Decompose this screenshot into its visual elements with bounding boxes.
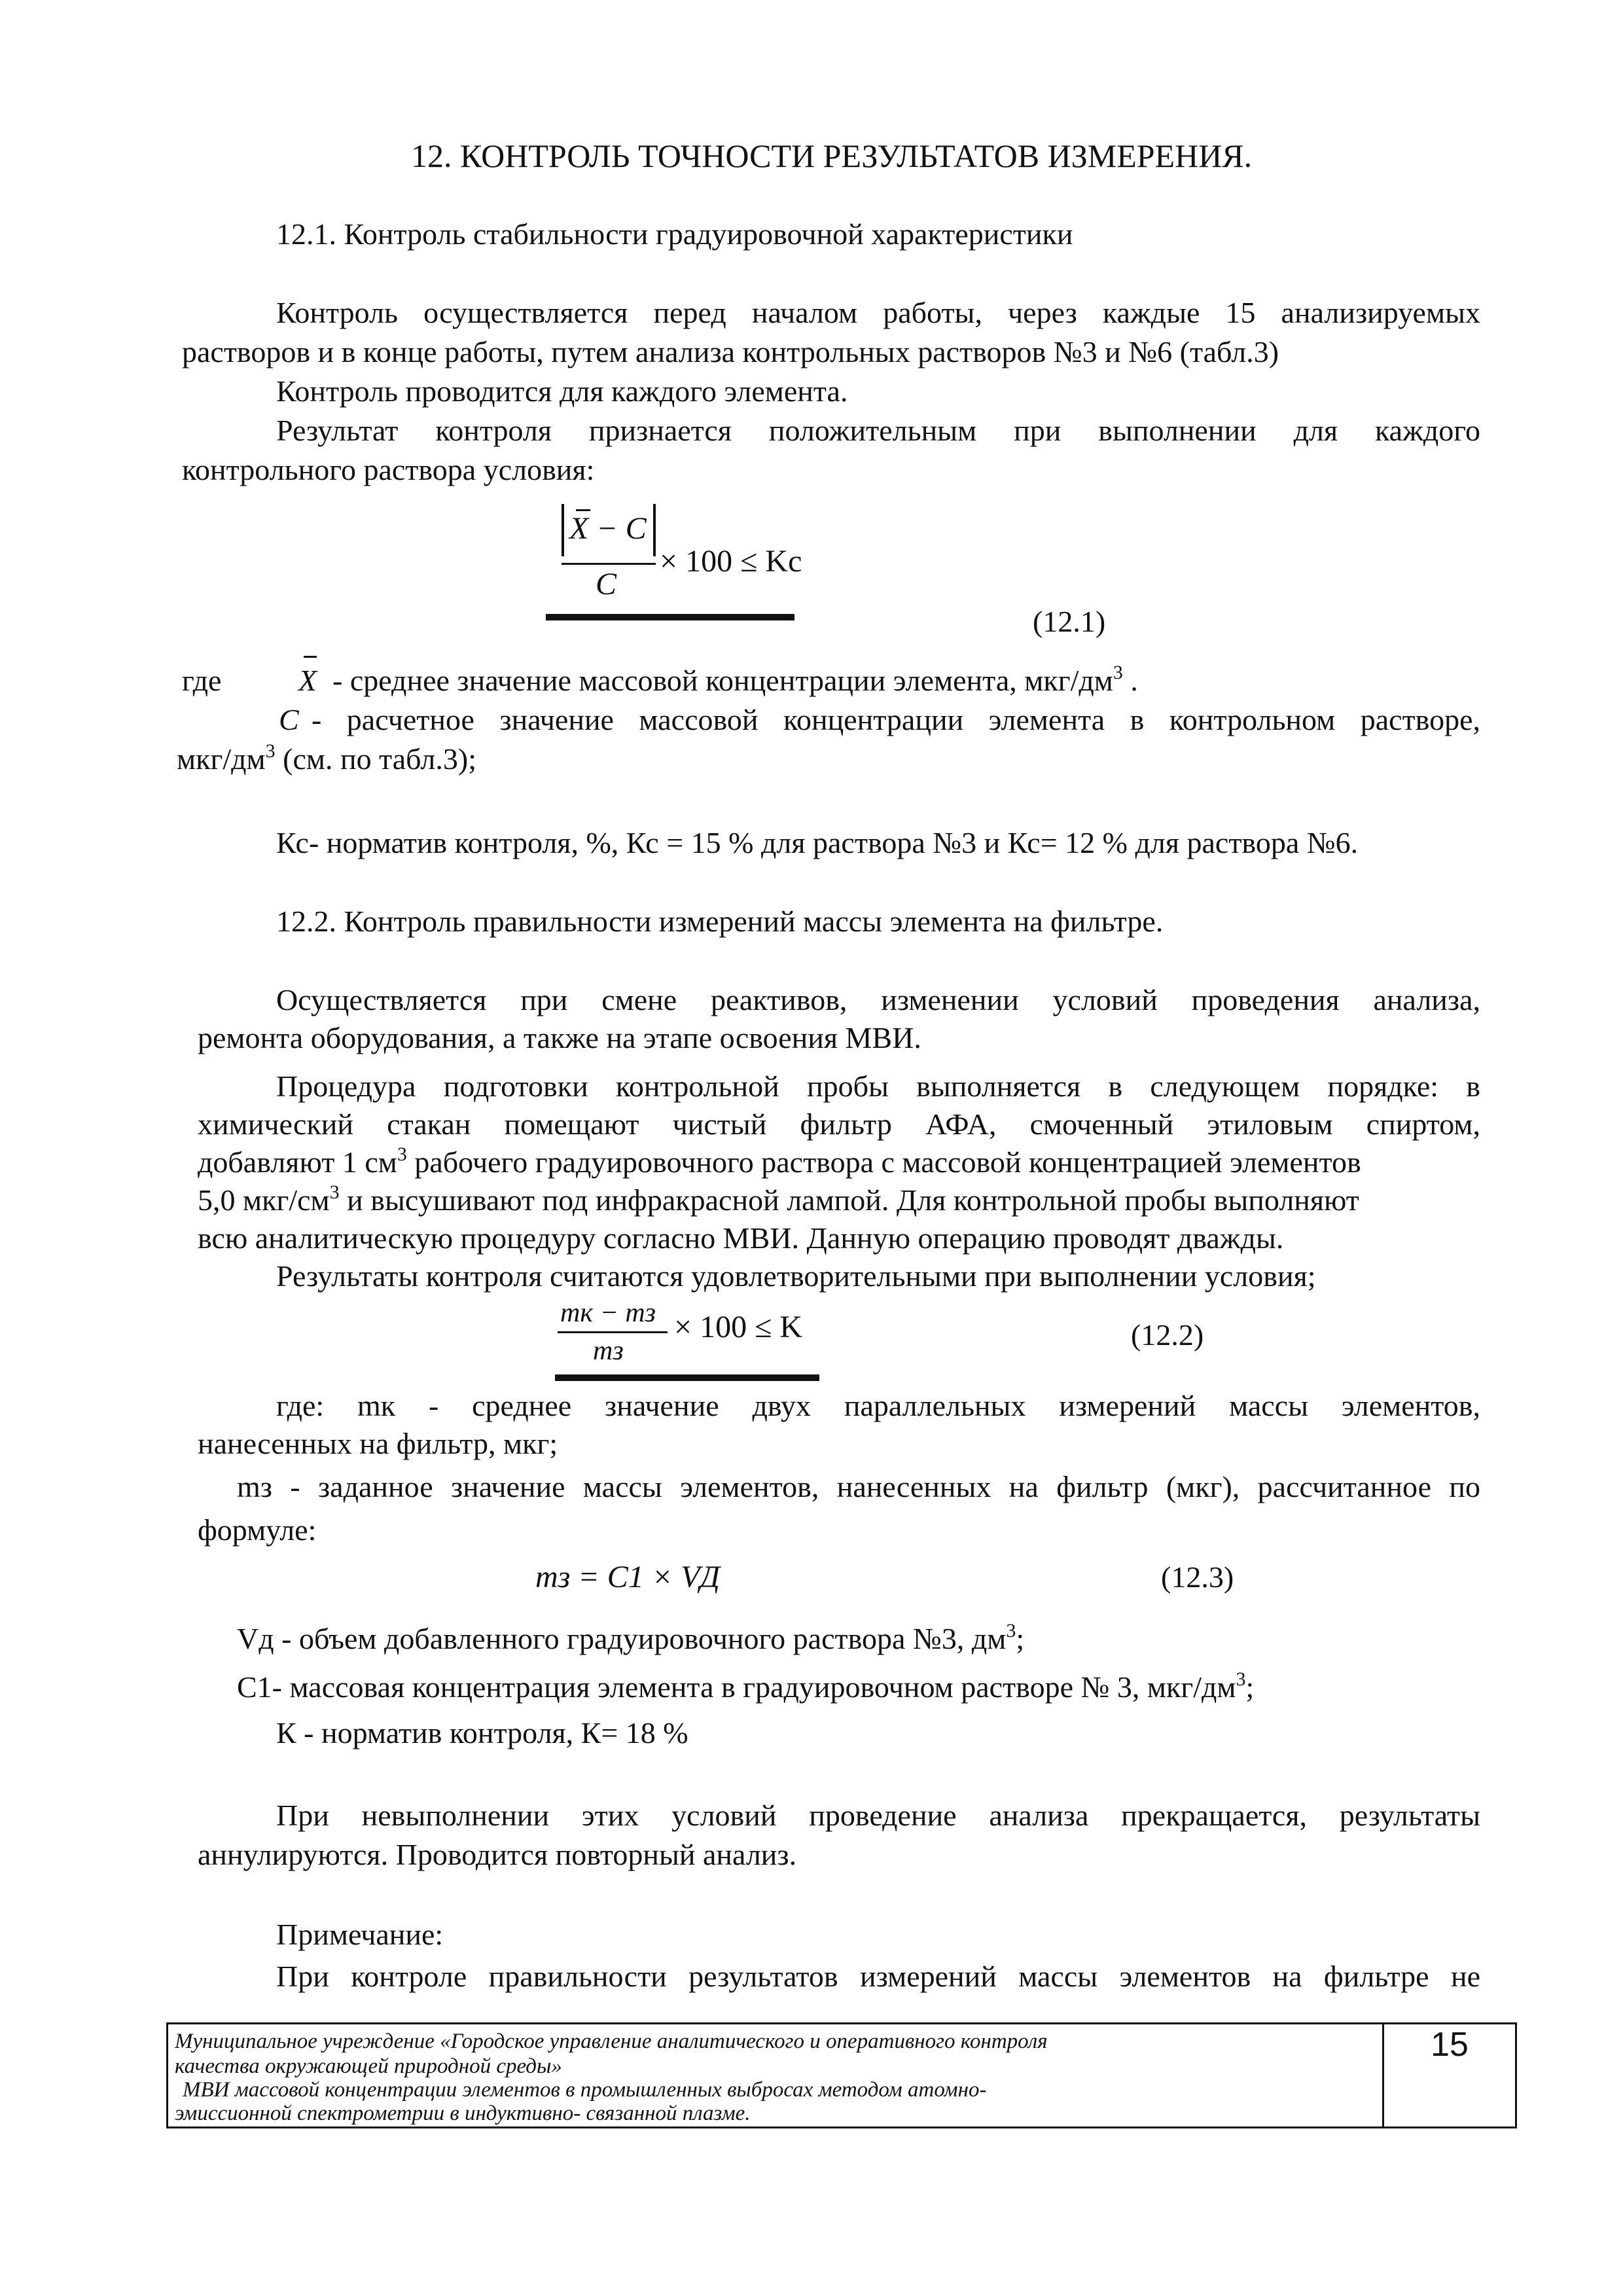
footer-method-line: МВИ массовой концентрации элементов в промышленных выбросах методом атомно- (183, 2078, 987, 2102)
paragraph-line: ремонта оборудования, а также на этапе освоения МВИ. (198, 1021, 921, 1054)
formula-underline (546, 614, 794, 620)
formula-numerator: mк − mз (560, 1298, 656, 1328)
c1-description: С1- массовая концентрация элемента в градуировочном растворе № 3, мкг/$дм^3$; (237, 1668, 1255, 1704)
paragraph-line: добавляют 1 $см^3$ рабочего градуировочного раствора с массовой концентрацией элементов (198, 1143, 1361, 1179)
paragraph-line: При невыполнении этих условий проведение анализа прекращается, результаты (276, 1799, 1480, 1832)
mean-overbar (576, 509, 590, 511)
paragraph-line: химический стакан помещают чистый фильтр АФА, смоченный этиловым спиртом, (198, 1107, 1480, 1141)
abs-bar-left (562, 504, 564, 556)
section-12-1-title: 12.1. Контроль стабильности градуировочной характеристики (276, 217, 1073, 251)
formula-12-3: mз = C1 × VД (535, 1560, 721, 1594)
paragraph-line: растворов и в конце работы, путем анализа контрольных растворов №3 и №6 (табл.3) (182, 335, 1279, 368)
paragraph-line: контрольного раствора условия: (182, 453, 595, 486)
fraction-bar (558, 1331, 668, 1333)
paragraph-line: всю аналитическую процедуру согласно МВИ. Данную операцию проводят дважды. (198, 1221, 1284, 1255)
note-label: Примечание: (276, 1918, 444, 1951)
paragraph-line: Осуществляется при смене реактивов, изменении условий проведения анализа, (276, 983, 1480, 1016)
mk-description: где: mк - среднее значение двух параллельных измерений массы элементов, (276, 1389, 1480, 1422)
where-label: где (182, 664, 222, 697)
formula-rhs: × 100 ≤ Kc (660, 544, 802, 579)
formula-denominator: C (596, 567, 617, 601)
abs-bar-right (653, 504, 656, 556)
formula-12-1 (550, 497, 825, 635)
x-overbar (304, 656, 317, 658)
paragraph-line: аннулируются. Проводится повторный анализ. (198, 1838, 797, 1871)
footer-method-line: эмиссионной спектрометрии в индуктивно- связанной плазме. (175, 2102, 751, 2125)
kc-norm-line: Кс- норматив контроля, %, Кс = 15 % для раствора №3 и Кс= 12 % для раствора №6. (276, 826, 1359, 859)
symbol-x: X (298, 664, 317, 697)
mz-description-cont: формуле: (198, 1513, 317, 1547)
formula-denominator: mз (593, 1336, 624, 1366)
formula-rhs: × 100 ≤ K (674, 1310, 803, 1344)
k-norm: К - норматив контроля, К= 18 % (276, 1716, 688, 1749)
page-number: 15 (1382, 2024, 1515, 2126)
mz-description: mз - заданное значение массы элементов, нанесенных на фильтр (мкг), рассчитанное по (237, 1470, 1480, 1503)
footer-box (166, 2022, 1517, 2128)
paragraph-line: Контроль осуществляется перед началом работы, через каждые 15 анализируемых (276, 296, 1480, 329)
page-heading: 12. КОНТРОЛЬ ТОЧНОСТИ РЕЗУЛЬТАТОВ ИЗМЕРЕНИЯ. (411, 137, 1253, 174)
paragraph-line: Результат контроля признается положительным при выполнении для каждого (276, 414, 1480, 447)
paragraph-line: Контроль проводится для каждого элемента. (276, 374, 848, 408)
section-12-2-title: 12.2. Контроль правильности измерений массы элемента на фильтре. (276, 905, 1164, 938)
note-text: При контроле правильности результатов измерений массы элементов на фильтре не (276, 1960, 1480, 1993)
formula-underline (555, 1374, 819, 1381)
c-description-cont: мкг/$дм^3$ (см. по табл.3); (177, 740, 476, 776)
x-description: - среднее значение массовой концентрации элемента, мкг/$дм^3$ . (332, 662, 1138, 697)
paragraph-line: Процедура подготовки контрольной пробы выполняется в следующем порядке: в (276, 1069, 1480, 1103)
formula-number: (12.1) (1033, 605, 1106, 638)
c-description: - расчетное значение массовой концентрации элемента в контрольном растворе, (312, 703, 1480, 736)
formula-number: (12.3) (1161, 1560, 1234, 1594)
paragraph-line: 5,0 мкг/$см^3$ и высушивают под инфракрасной лампой. Для контрольной пробы выполняют (198, 1181, 1359, 1217)
vd-description: Vд - объем добавленного градуировочного раствора №3, $дм^3$; (237, 1620, 1025, 1655)
fraction-bar (562, 563, 656, 565)
paragraph-line: Результаты контроля считаются удовлетворительными при выполнении условия; (276, 1259, 1316, 1293)
formula-numerator: X − C (569, 511, 647, 546)
mk-description-cont: нанесенных на фильтр, мкг; (198, 1427, 558, 1460)
formula-number: (12.2) (1131, 1318, 1204, 1352)
formula-12-2 (558, 1297, 832, 1402)
footer-org-line: качества окружающей природной среды» (175, 2054, 562, 2078)
footer-org-line: Муниципальное учреждение «Городское управление аналитического и оперативного контроля (175, 2030, 1048, 2053)
symbol-c: C (279, 703, 299, 736)
